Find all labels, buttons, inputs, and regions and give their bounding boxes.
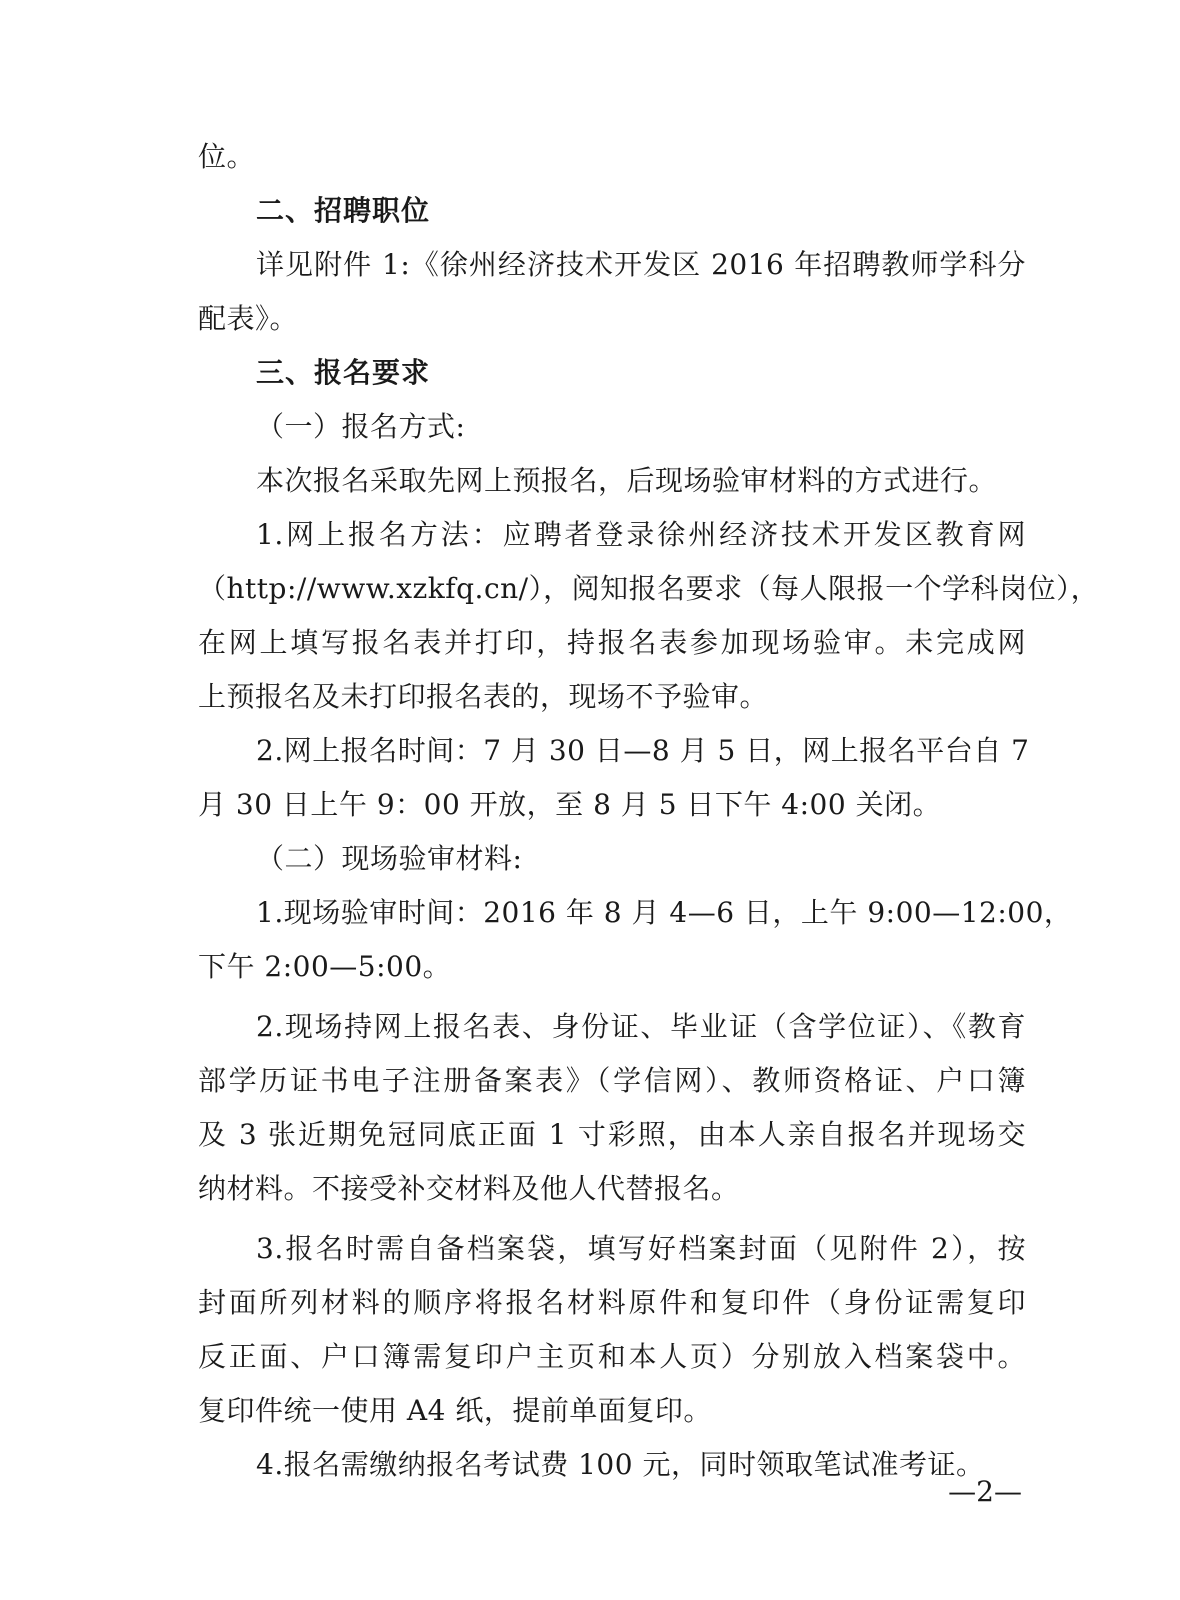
paragraph-line: 封面所列材料的顺序将报名材料原件和复印件（身份证需复印 bbox=[198, 1286, 1026, 1319]
paragraph-line: 本次报名采取先网上预报名，后现场验审材料的方式进行。 bbox=[256, 464, 998, 497]
paragraph-line: 3.报名时需自备档案袋，填写好档案封面（见附件 2），按 bbox=[256, 1232, 1026, 1265]
paragraph-line: 上预报名及未打印报名表的，现场不予验审。 bbox=[198, 680, 769, 713]
page-number: —2— bbox=[948, 1475, 1022, 1508]
paragraph-line: 配表》。 bbox=[198, 302, 299, 335]
paragraph-line: 详见附件 1:《徐州经济技术开发区 2016 年招聘教师学科分 bbox=[256, 248, 1026, 281]
paragraph-line: 月 30 日上午 9：00 开放，至 8 月 5 日下午 4:00 关闭。 bbox=[198, 788, 942, 821]
paragraph-line: 部学历证书电子注册备案表》（学信网）、教师资格证、户口簿 bbox=[198, 1064, 1026, 1097]
paragraph-line: 纳材料。不接受补交材料及他人代替报名。 bbox=[198, 1172, 740, 1205]
section-heading-requirements: 三、报名要求 bbox=[256, 356, 431, 389]
paragraph-line: 及 3 张近期免冠同底正面 1 寸彩照，由本人亲自报名并现场交 bbox=[198, 1118, 1026, 1151]
paragraph-line: 位。 bbox=[198, 140, 256, 173]
paragraph-line: 2.现场持网上报名表、身份证、毕业证（含学位证）、《教育 bbox=[256, 1010, 1026, 1043]
paragraph-line: 4.报名需缴纳报名考试费 100 元，同时领取笔试准考证。 bbox=[256, 1448, 985, 1481]
paragraph-line: 2.网上报名时间：7 月 30 日—8 月 5 日，网上报名平台自 7 bbox=[256, 734, 1030, 767]
paragraph-line: （http://www.xzkfq.cn/），阅知报名要求（每人限报一个学科岗位）， bbox=[198, 572, 1100, 605]
paragraph-line: 反正面、户口簿需复印户主页和本人页）分别放入档案袋中。 bbox=[198, 1340, 1026, 1373]
paragraph-line: 1.现场验审时间：2016 年 8 月 4—6 日，上午 9:00—12:00， bbox=[256, 896, 1073, 929]
subsection-heading-method: （一）报名方式: bbox=[256, 410, 466, 443]
paragraph-line: 下午 2:00—5:00。 bbox=[198, 950, 452, 983]
subsection-heading-materials: （二）现场验审材料: bbox=[256, 842, 523, 875]
paragraph-line: 在网上填写报名表并打印，持报名表参加现场验审。未完成网 bbox=[198, 626, 1026, 659]
document-body bbox=[198, 130, 1100, 1492]
section-heading-positions: 二、招聘职位 bbox=[256, 194, 431, 227]
paragraph-line: 复印件统一使用 A4 纸，提前单面复印。 bbox=[198, 1394, 712, 1427]
paragraph-line: 1.网上报名方法：应聘者登录徐州经济技术开发区教育网 bbox=[256, 518, 1026, 551]
